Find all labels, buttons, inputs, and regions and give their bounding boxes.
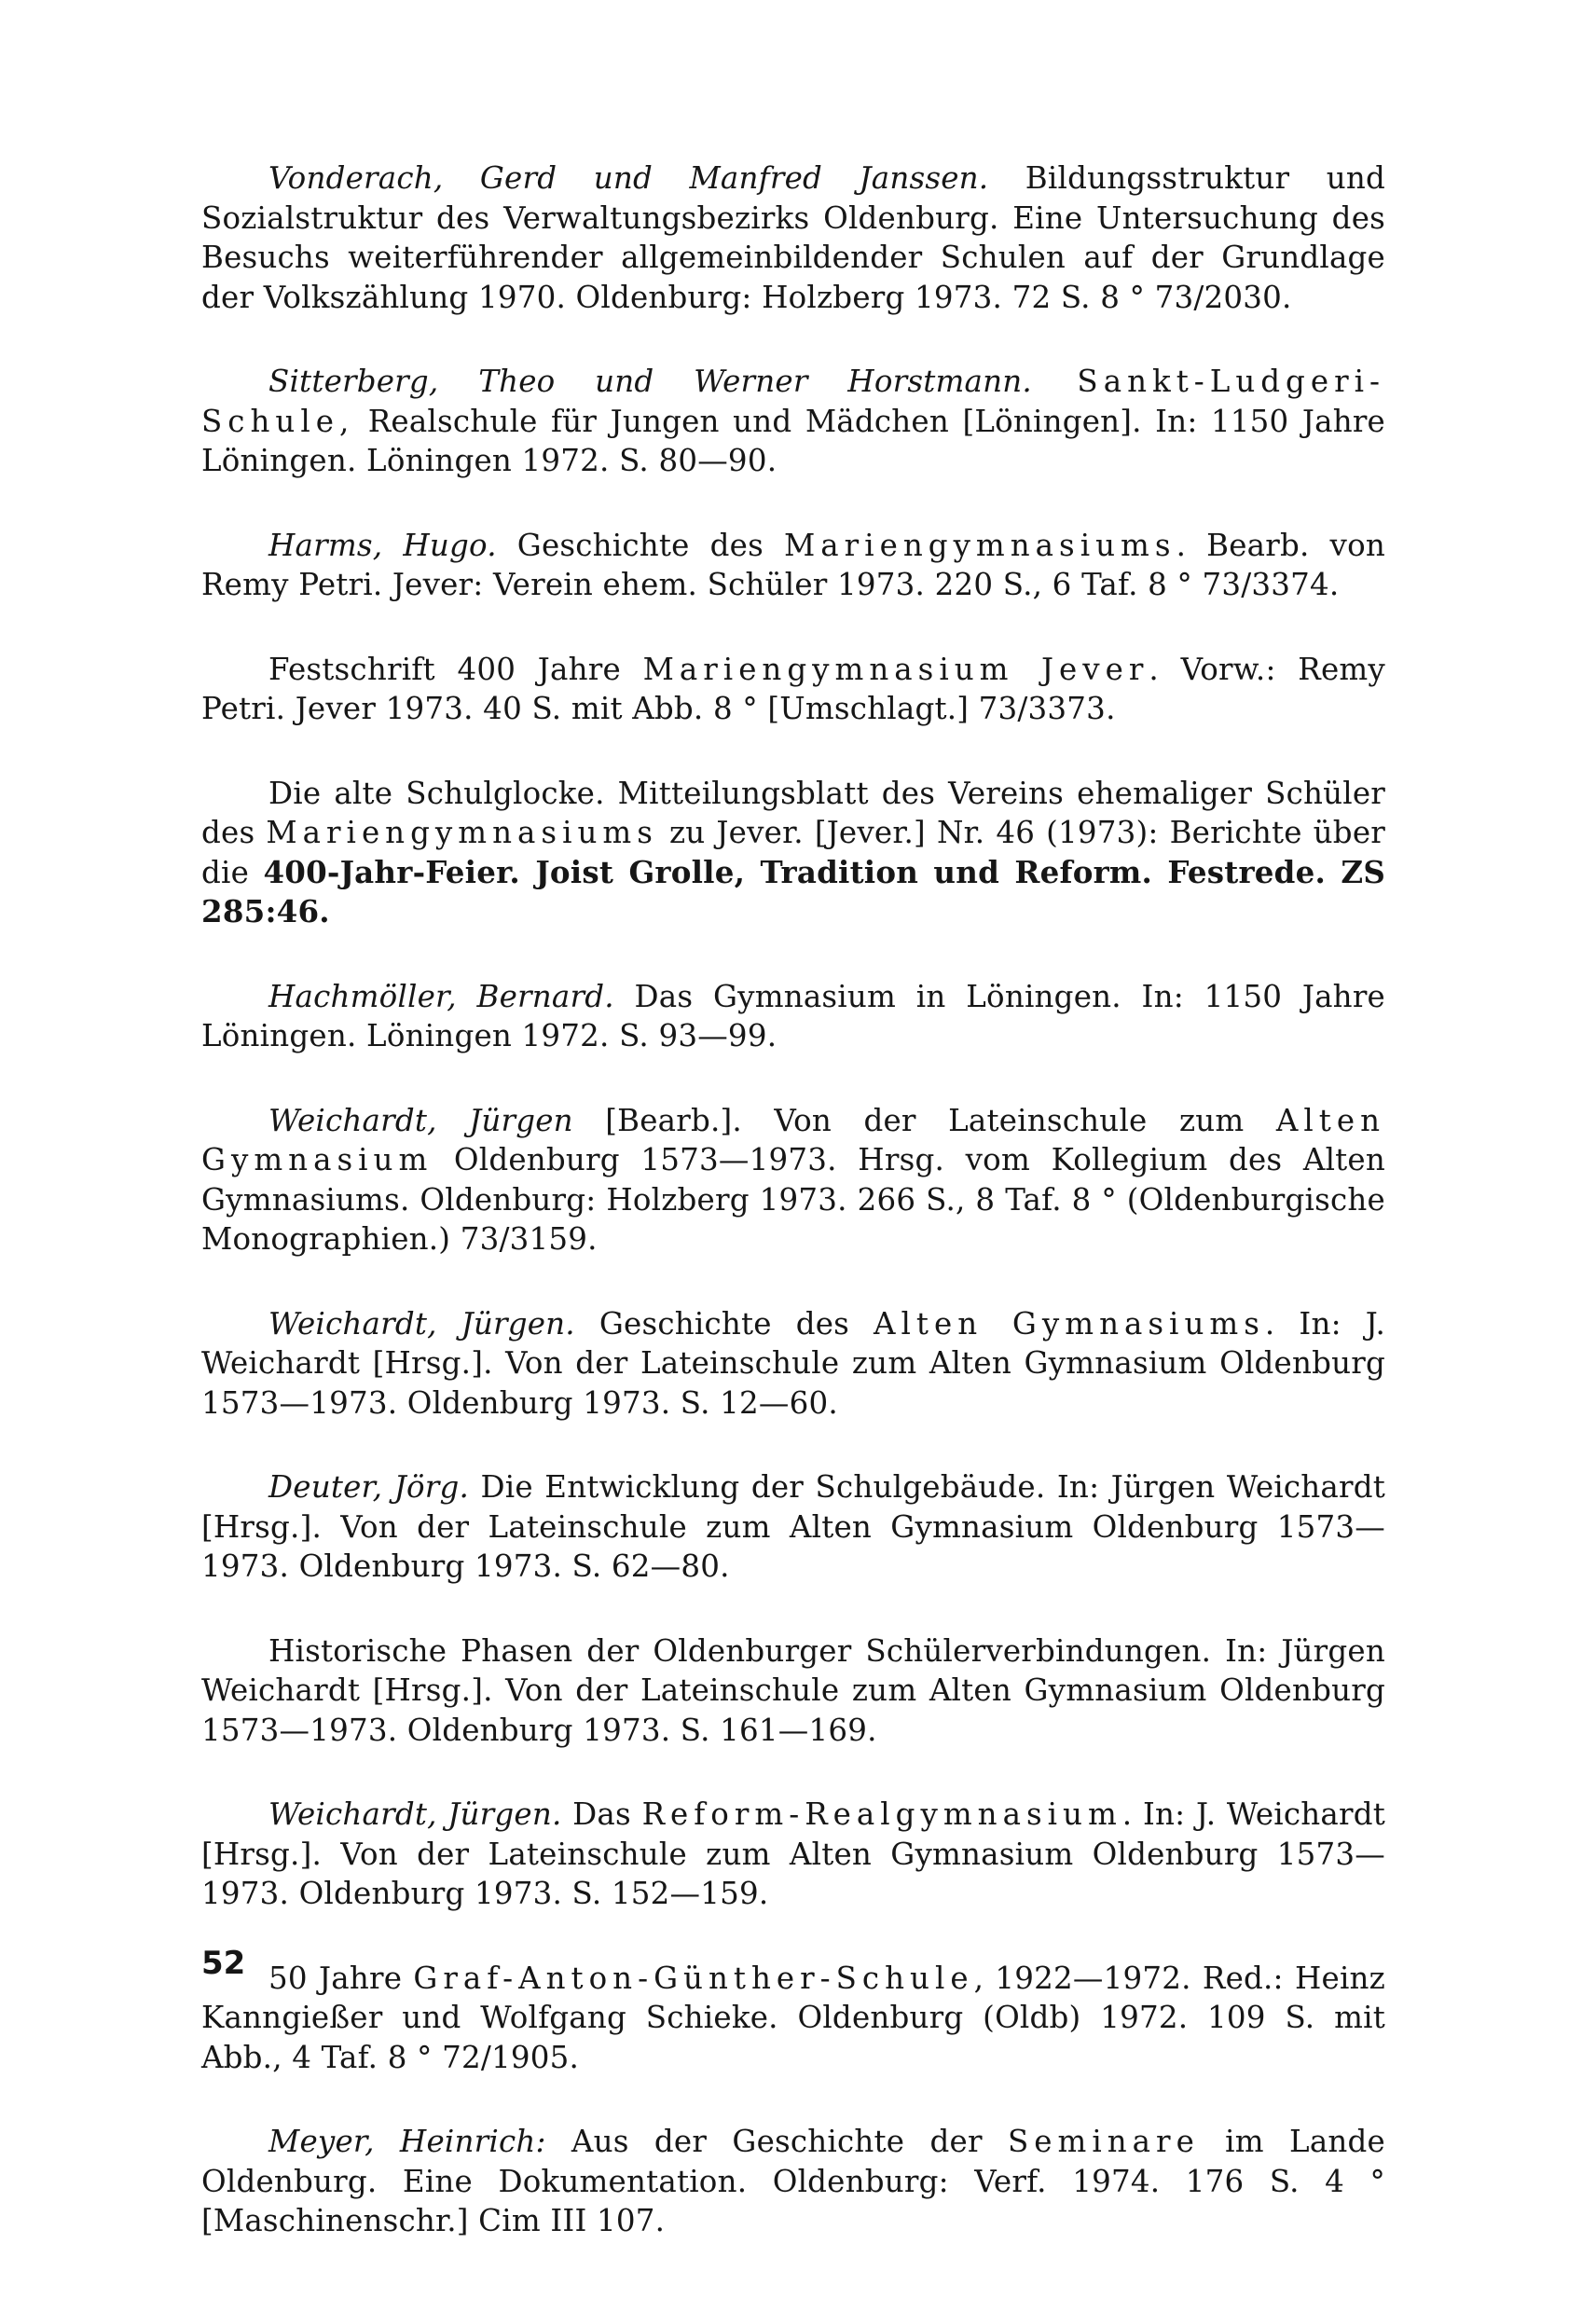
- entry-text: Aus der Geschichte der: [545, 2124, 1009, 2159]
- entry-text: Geschichte des: [496, 527, 785, 563]
- entry-spaced-title: Reform-Realgymnasium: [641, 1796, 1122, 1832]
- entry-text: Die alte Schulglocke. Mitteilungsblatt des Vereins ehemaliger Schüler des: [201, 775, 1385, 850]
- bibliography-entry: [201, 362, 1385, 481]
- entry-text: Festschrift 400 Jahre: [268, 651, 643, 687]
- bibliography-entry: [201, 1959, 1385, 2078]
- entry-author: Sitterberg, Theo und Werner Horstmann.: [268, 364, 1032, 399]
- bibliography-page: [201, 158, 1385, 2286]
- entry-text: Bildungsstruktur und Sozialstruktur des Verwaltungsbezirks Oldenburg. Eine Untersuchung des Besuchs weiterführender allgemeinbildender Schulen auf der Grundlage der Volkszählung 1970. Oldenburg: Holzberg 1973. 72 S. 8 ° 73/2030.: [201, 160, 1385, 315]
- bibliography-entry: [201, 1795, 1385, 1914]
- entry-text: , 1922—1972. Red.: Heinz Kanngießer und Wolfgang Schieke. Oldenburg (Oldb) 1972. 109 S. mit Abb., 4 Taf. 8 ° 72/1905.: [201, 1960, 1385, 2075]
- bibliography-entry: [201, 1631, 1385, 1751]
- entry-text: 50 Jahre: [268, 1960, 414, 1996]
- bibliography-entry: [201, 1101, 1385, 1259]
- entry-text: Historische Phasen der Oldenburger Schülerverbindungen. In: Jürgen Weichardt [Hrsg.]. Von der Lateinschule zum Alten Gymnasium Oldenburg 1573—1973. Oldenburg 1973. S. 161—169.: [201, 1632, 1385, 1748]
- entry-spaced-title: Alten Gymnasiums: [874, 1305, 1265, 1342]
- entry-author: Weichardt, Jürgen.: [268, 1305, 575, 1342]
- entry-author: Weichardt, Jürgen.: [268, 1796, 562, 1832]
- entry-author: Harms, Hugo.: [268, 527, 497, 563]
- page-number: 52: [201, 1945, 246, 1982]
- entry-text: Das Gymnasium in Löningen. In: 1150 Jahre Löningen. Löningen 1972. S. 93—99.: [201, 978, 1385, 1053]
- entry-spaced-title: Alten Gymnasium: [201, 1102, 1385, 1177]
- entry-spaced-title: Seminare: [1008, 2124, 1200, 2159]
- entry-text: Oldenburg 1573—1973. Hrsg. vom Kollegium des Alten Gymnasiums. Oldenburg: Holzberg 1973. 266 S., 8 Taf. 8 ° (Oldenburgische Monographien.) 73/3159.: [201, 1142, 1385, 1257]
- entry-bold-text: 400-Jahr-Feier. Joist Grolle, Tradition und Reform. Festrede. ZS 285:46.: [201, 853, 1385, 929]
- entry-text: zu Jever. [Jever.] Nr. 46 (1973): Berichte über die: [201, 815, 1385, 890]
- bibliography-entry: [201, 2122, 1385, 2241]
- entry-text: Das: [561, 1796, 642, 1832]
- entry-author: Vonderach, Gerd und Manfred Janssen.: [268, 160, 989, 196]
- entry-author: Meyer, Heinrich:: [268, 2124, 546, 2159]
- entry-spaced-title: Sankt-Ludgeri-Schule,: [201, 364, 1386, 439]
- bibliography-entry: [201, 650, 1385, 729]
- entry-text: im Lande Oldenburg. Eine Dokumentation. Oldenburg: Verf. 1974. 176 S. 4 ° [Maschinenschr.] Cim III 107.: [201, 2124, 1385, 2238]
- entry-text: Geschichte des: [574, 1305, 874, 1342]
- entry-author: Hachmöller, Bernard.: [268, 978, 614, 1014]
- bibliography-entry: [201, 526, 1385, 605]
- entry-spaced-title: Mariengymnasiums: [266, 815, 658, 850]
- entry-author: Weichardt, Jürgen: [268, 1102, 573, 1138]
- bibliography-entry: [201, 1304, 1385, 1424]
- entry-text: Realschule für Jungen und Mädchen [Löningen]. In: 1150 Jahre Löningen. Löningen 1972. S. 80—90.: [201, 403, 1385, 478]
- entry-spaced-title: Mariengymnasium Jever: [642, 651, 1149, 687]
- bibliography-entry: [201, 158, 1385, 317]
- entry-spaced-title: Mariengymnasiums: [784, 527, 1176, 563]
- entry-text: . Vorw.: Remy Petri. Jever 1973. 40 S. mit Abb. 8 ° [Umschlagt.] 73/3373.: [201, 651, 1385, 726]
- bibliography-entry: [201, 977, 1385, 1056]
- entry-text: . In: J. Weichardt [Hrsg.]. Von der Lateinschule zum Alten Gymnasium Oldenburg 1573—1973. Oldenburg 1973. S. 152—159.: [201, 1796, 1385, 1911]
- bibliography-entry: [201, 1467, 1385, 1587]
- bibliography-entry: [201, 774, 1385, 932]
- entry-text: . Bearb. von Remy Petri. Jever: Verein ehem. Schüler 1973. 220 S., 6 Taf. 8 ° 73/3374.: [201, 527, 1385, 602]
- entry-author: Deuter, Jörg.: [268, 1469, 469, 1505]
- entry-text: . In: J. Weichardt [Hrsg.]. Von der Lateinschule zum Alten Gymnasium Oldenburg 1573—1973. Oldenburg 1973. S. 12—60.: [201, 1305, 1385, 1421]
- entry-text: Die Entwicklung der Schulgebäude. In: Jürgen Weichardt [Hrsg.]. Von der Lateinschule zum Alten Gymnasium Oldenburg 1573—1973. Oldenburg 1973. S. 62—80.: [201, 1469, 1385, 1584]
- entry-text: [Bearb.]. Von der Lateinschule zum: [572, 1102, 1276, 1138]
- entry-spaced-title: Graf-Anton-Günther-Schule: [413, 1960, 974, 1996]
